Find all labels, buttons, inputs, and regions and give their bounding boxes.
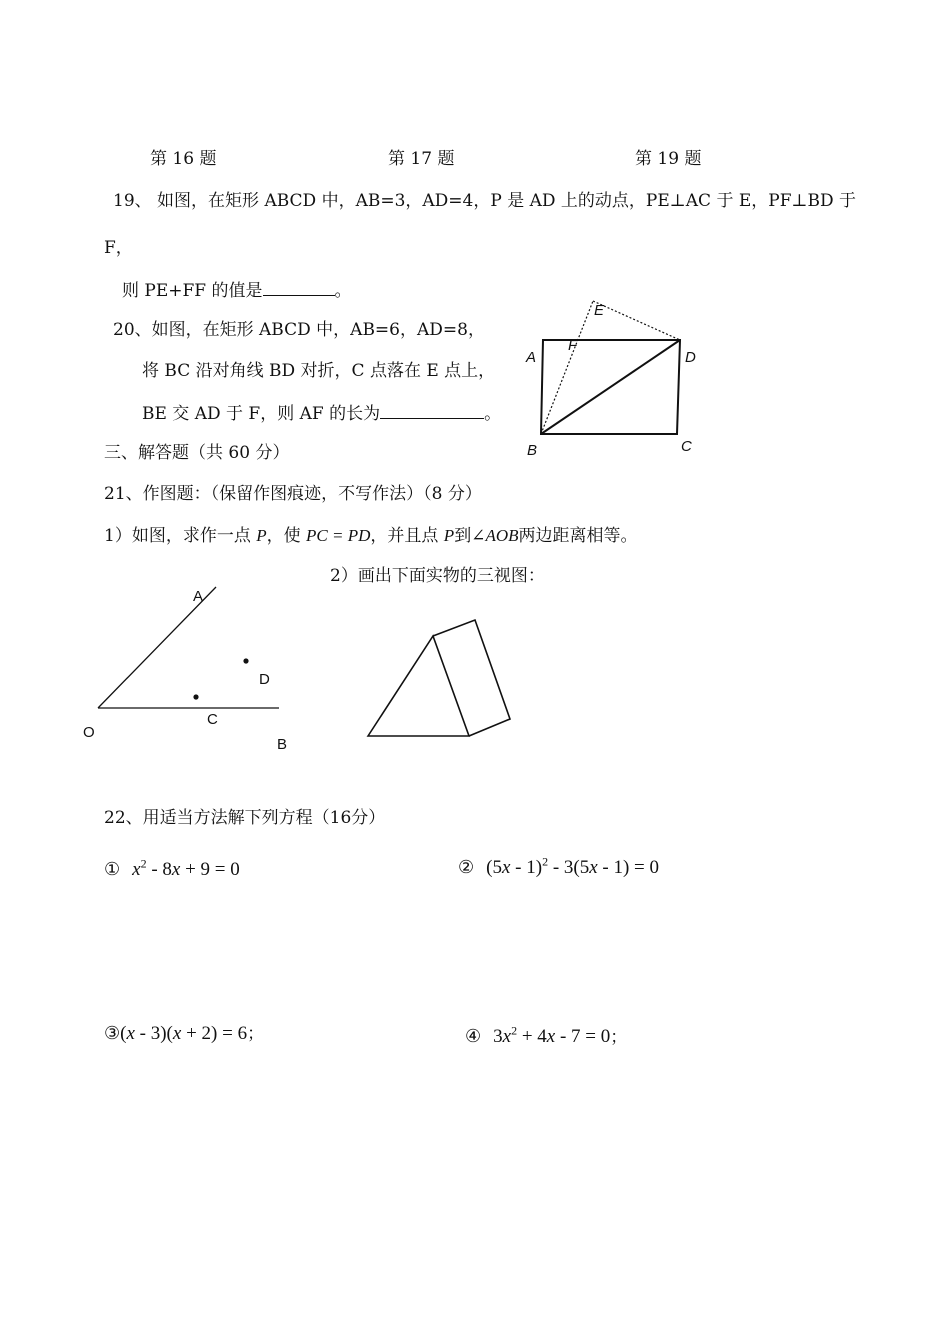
- eq4-var2: x: [546, 1026, 556, 1048]
- label-b: B: [527, 442, 538, 459]
- eq4-var: x: [502, 1026, 512, 1048]
- caption-q17: 第 17 题: [388, 149, 455, 169]
- caption-q16: 第 16 题: [150, 149, 217, 169]
- eq3-part-c: - 3)(: [134, 1023, 173, 1044]
- eq1-number: ①: [104, 859, 121, 881]
- eq2-var2: x: [589, 857, 598, 879]
- q21-part2: 2）画出下面实物的三视图：: [330, 566, 545, 586]
- q21-condition: PC = PD: [306, 526, 371, 545]
- eq2-number: ②: [458, 857, 475, 879]
- equation-2: [458, 856, 659, 877]
- q21-part1-text-e: 两边距离相等。: [518, 526, 638, 546]
- equation-1: [104, 858, 240, 879]
- eq1-part-d: + 9 = 0: [180, 859, 240, 881]
- section3-heading: 三、解答题（共 60 分）: [104, 443, 290, 463]
- q21-part1-text-d: 到∠: [454, 526, 486, 546]
- eq1-exp: 2: [140, 857, 147, 871]
- q21-part1-text-a: 1）如图，求作一点: [104, 526, 257, 546]
- q19-line2: F，: [104, 238, 133, 258]
- q20-line3-end: 。: [484, 404, 502, 424]
- eq4-end: ；: [610, 1027, 628, 1048]
- prism-front-face: [368, 636, 469, 736]
- label-c: C: [207, 711, 218, 728]
- eq3-end: ；: [247, 1024, 265, 1044]
- eq3-part-e: + 2) = 6: [181, 1023, 248, 1044]
- label-d: D: [259, 671, 270, 688]
- q19-line3-text: 则 PE+FF 的值是: [122, 281, 263, 301]
- prism-back-edges: [433, 620, 510, 736]
- eq3-var2: x: [172, 1023, 182, 1044]
- eq2-part-f: - 1) = 0: [597, 857, 660, 879]
- q21-point-p: P: [256, 526, 267, 545]
- eq2-var: x: [501, 857, 511, 879]
- label-o: O: [83, 724, 95, 741]
- q21-point-p2: P: [443, 526, 455, 545]
- label-a: A: [193, 588, 204, 605]
- eq4-number: ④: [465, 1026, 482, 1048]
- q21-part1-text-b: ，使: [266, 526, 307, 546]
- eq4-part-a: 3: [493, 1026, 503, 1048]
- q20-line3-text: BE 交 AD 于 F，则 AF 的长为: [142, 404, 381, 424]
- eq2-part-c: - 1): [510, 857, 543, 879]
- equation-4: [465, 1025, 627, 1046]
- label-a: A: [526, 349, 537, 366]
- eq3-part-a: (: [120, 1023, 127, 1044]
- q21-title: 21、作图题：（保留作图痕迹，不写作法）（8 分）: [104, 484, 482, 504]
- eq1-var: x: [132, 859, 141, 881]
- eq1-var2: x: [171, 859, 181, 881]
- eq2-part-a: (5: [486, 857, 502, 879]
- q19-line1: 19、 如图，在矩形 ABCD 中，AB=3，AD=4，P 是 AD 上的动点，PE⊥AC 于 E，PF⊥BD 于: [113, 191, 857, 211]
- label-c: C: [681, 438, 692, 455]
- q19-line3-end: 。: [334, 281, 352, 301]
- label-f: F: [568, 337, 578, 354]
- q21-angle-aob: AOB: [485, 526, 519, 545]
- eq4-part-c: + 4: [517, 1026, 547, 1048]
- q22-title: 22、用适当方法解下列方程（16分）: [104, 808, 386, 828]
- caption-q19: 第 19 题: [635, 149, 702, 169]
- equation-3: [104, 1024, 264, 1043]
- label-e: E: [594, 302, 605, 319]
- eq2-exp: 2: [542, 855, 549, 869]
- eq4-part-e: - 7 = 0: [555, 1026, 611, 1048]
- eq3-number: ③: [104, 1023, 121, 1044]
- eq2-part-d: - 3(5: [548, 857, 590, 879]
- q20-line1: 20、如图，在矩形 ABCD 中，AB=6，AD=8，: [113, 320, 485, 340]
- eq4-exp: 2: [511, 1024, 518, 1038]
- eq1-part-b: - 8: [146, 859, 172, 881]
- q21-part1-text-c: ，并且点: [370, 526, 444, 546]
- label-b: B: [277, 736, 288, 753]
- label-d: D: [685, 349, 696, 366]
- q20-line2: 将 BC 沿对角线 BD 对折，C 点落在 E 点上，: [142, 361, 496, 381]
- eq3-var: x: [126, 1023, 135, 1044]
